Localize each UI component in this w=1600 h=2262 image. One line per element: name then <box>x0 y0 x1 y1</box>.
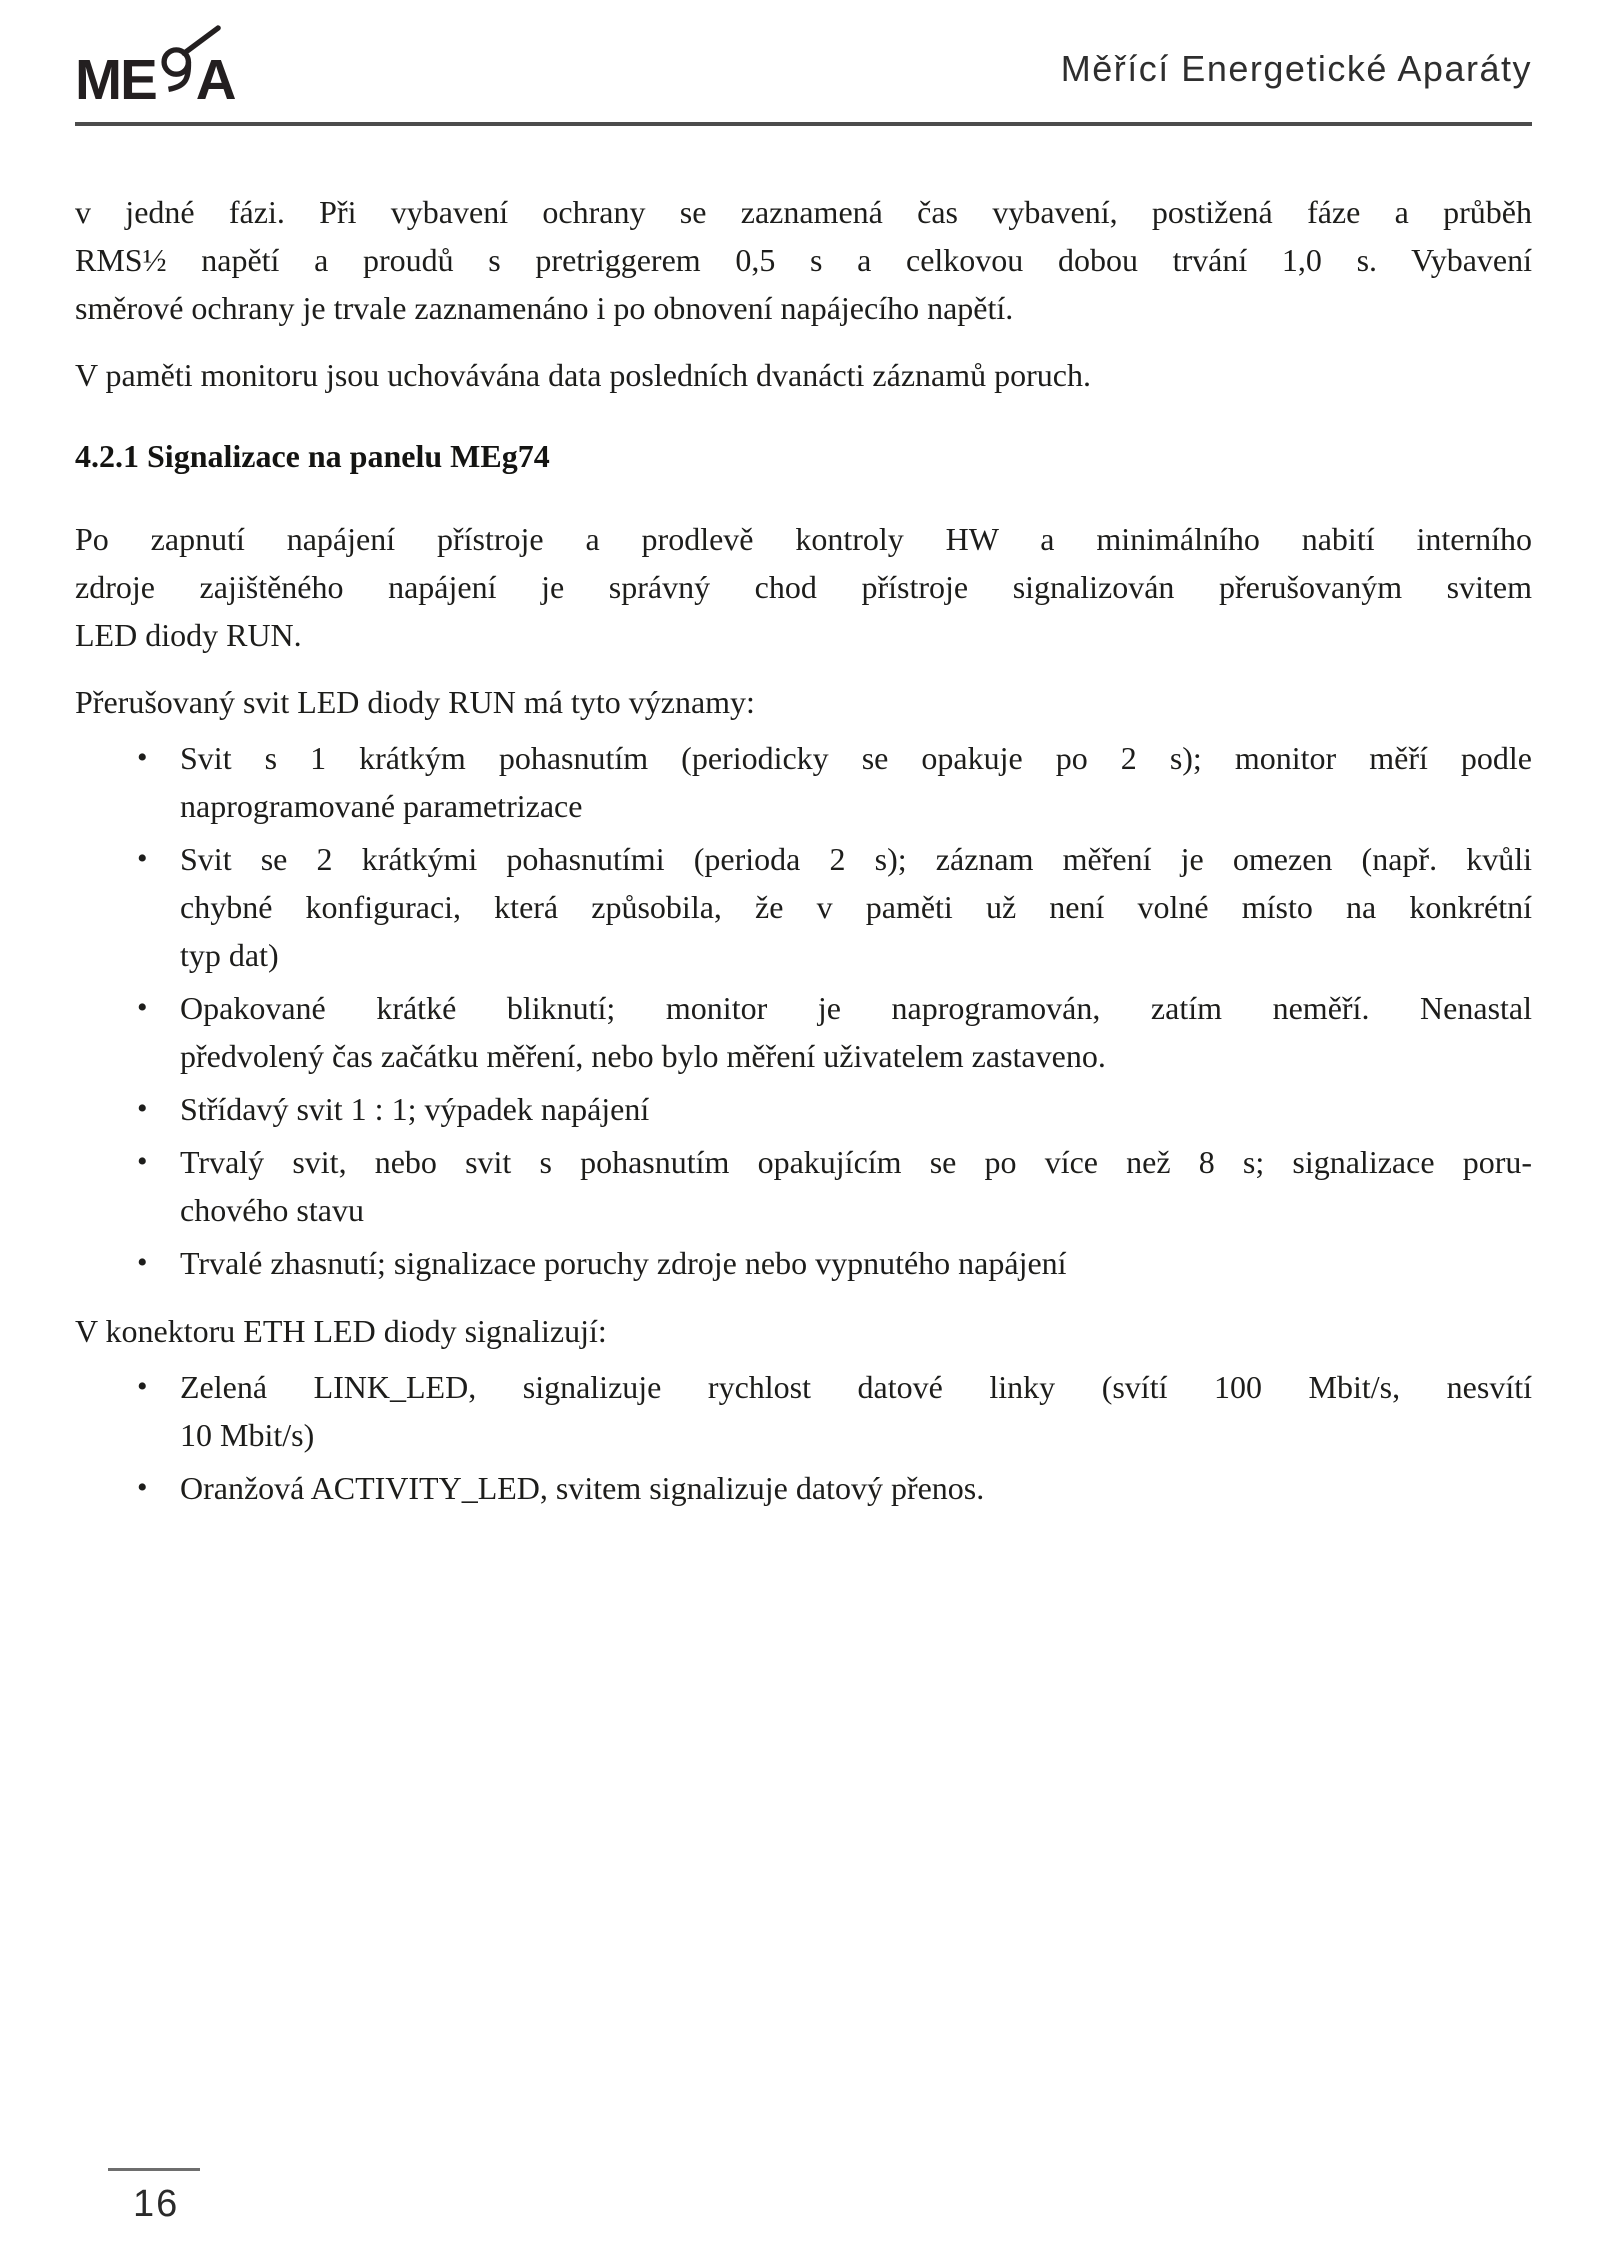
page-content <box>75 126 1532 1512</box>
list-item-text <box>180 1138 1532 1234</box>
bullet-list-eth-led <box>75 1363 1532 1512</box>
header-title: Měřící Energetické Aparáty <box>1060 48 1532 89</box>
bullet-icon: • <box>137 741 148 774</box>
text-line: v jedné fázi. Při vybavení ochrany se zaznamená čas vybavení, postižená fáze a průběh <box>75 194 1532 230</box>
list-item-text <box>180 1363 1532 1459</box>
list-item-text <box>180 835 1532 979</box>
list-item <box>75 1239 1532 1287</box>
text-line: Opakované krátké bliknutí; monitor je naprogramován, zatím neměří. Nenastal <box>180 990 1532 1026</box>
list-item <box>75 835 1532 979</box>
text-line: Přerušovaný svit LED diody RUN má tyto významy: <box>75 684 755 720</box>
text-line: Oranžová ACTIVITY_LED, svitem signalizuje datový přenos. <box>180 1470 985 1506</box>
list-item-text <box>180 1085 1532 1133</box>
list2-intro-paragraph <box>75 1307 1532 1355</box>
mega-logo <box>75 24 260 104</box>
bullet-list-run-led <box>75 734 1532 1287</box>
text-line: Svit se 2 krátkými pohasnutími (perioda 2 s); záznam měření je omezen (např. kvůli <box>180 841 1532 877</box>
list-item <box>75 984 1532 1080</box>
text-line: V konektoru ETH LED diody signalizují: <box>75 1313 607 1349</box>
body-paragraph-2 <box>75 351 1532 399</box>
mega-logo-icon <box>75 24 260 104</box>
text-line: Po zapnutí napájení přístroje a prodlevě kontroly HW a minimálního nabití interního <box>75 521 1532 557</box>
text-line: Trvalé zhasnutí; signalizace poruchy zdroje nebo vypnutého napájení <box>180 1245 1067 1281</box>
footer-rule <box>108 2168 200 2171</box>
list-item-text <box>180 734 1532 830</box>
text-line: typ dat) <box>180 937 279 973</box>
bullet-icon: • <box>137 991 148 1024</box>
list-item <box>75 1464 1532 1512</box>
list-item <box>75 1085 1532 1133</box>
bullet-icon: • <box>137 1370 148 1403</box>
section-heading: 4.2.1 Signalizace na panelu MEg74 <box>75 438 550 474</box>
page-number: 16 <box>133 2183 180 2225</box>
logo-a-letter: A <box>195 48 235 104</box>
list-item <box>75 734 1532 830</box>
text-line: LED diody RUN. <box>75 617 302 653</box>
text-line: 10 Mbit/s) <box>180 1417 315 1453</box>
logo-me-letters: ME <box>75 48 156 104</box>
text-line: zdroje zajištěného napájení je správný chod přístroje signalizován přerušovaným svitem <box>75 569 1532 605</box>
bullet-icon: • <box>137 1092 148 1125</box>
list-item <box>75 1363 1532 1459</box>
text-line: chybné konfiguraci, která způsobila, že v paměti už není volné místo na konkrétní <box>180 889 1532 925</box>
page-footer <box>75 2168 200 2226</box>
text-line: chového stavu <box>180 1192 364 1228</box>
page-header <box>75 0 1532 126</box>
list-item-text <box>180 984 1532 1080</box>
list-item-text <box>180 1464 1532 1512</box>
bullet-icon: • <box>137 1246 148 1279</box>
list-item-text <box>180 1239 1532 1287</box>
list1-intro-paragraph <box>75 678 1532 726</box>
text-line: předvolený čas začátku měření, nebo bylo měření uživatelem zastaveno. <box>180 1038 1106 1074</box>
bullet-icon: • <box>137 1145 148 1178</box>
text-line: V paměti monitoru jsou uchovávána data posledních dvanácti záznamů poruch. <box>75 357 1091 393</box>
bullet-icon: • <box>137 1471 148 1504</box>
text-line: Střídavý svit 1 : 1; výpadek napájení <box>180 1091 650 1127</box>
text-line: Zelená LINK_LED, signalizuje rychlost datové linky (svítí 100 Mbit/s, nesvítí <box>180 1369 1532 1405</box>
body-paragraph-1 <box>75 188 1532 332</box>
body-paragraph-3 <box>75 515 1532 659</box>
text-line: směrové ochrany je trvale zaznamenáno i po obnovení napájecího napětí. <box>75 290 1014 326</box>
text-line: Trvalý svit, nebo svit s pohasnutím opakujícím se po více než 8 s; signalizace poru- <box>180 1144 1532 1180</box>
text-line: RMS½ napětí a proudů s pretriggerem 0,5 s a celkovou dobou trvání 1,0 s. Vybavení <box>75 242 1532 278</box>
bullet-icon: • <box>137 842 148 875</box>
text-line: Svit s 1 krátkým pohasnutím (periodicky se opakuje po 2 s); monitor měří podle <box>180 740 1532 776</box>
list-item <box>75 1138 1532 1234</box>
text-line: naprogramované parametrizace <box>180 788 583 824</box>
